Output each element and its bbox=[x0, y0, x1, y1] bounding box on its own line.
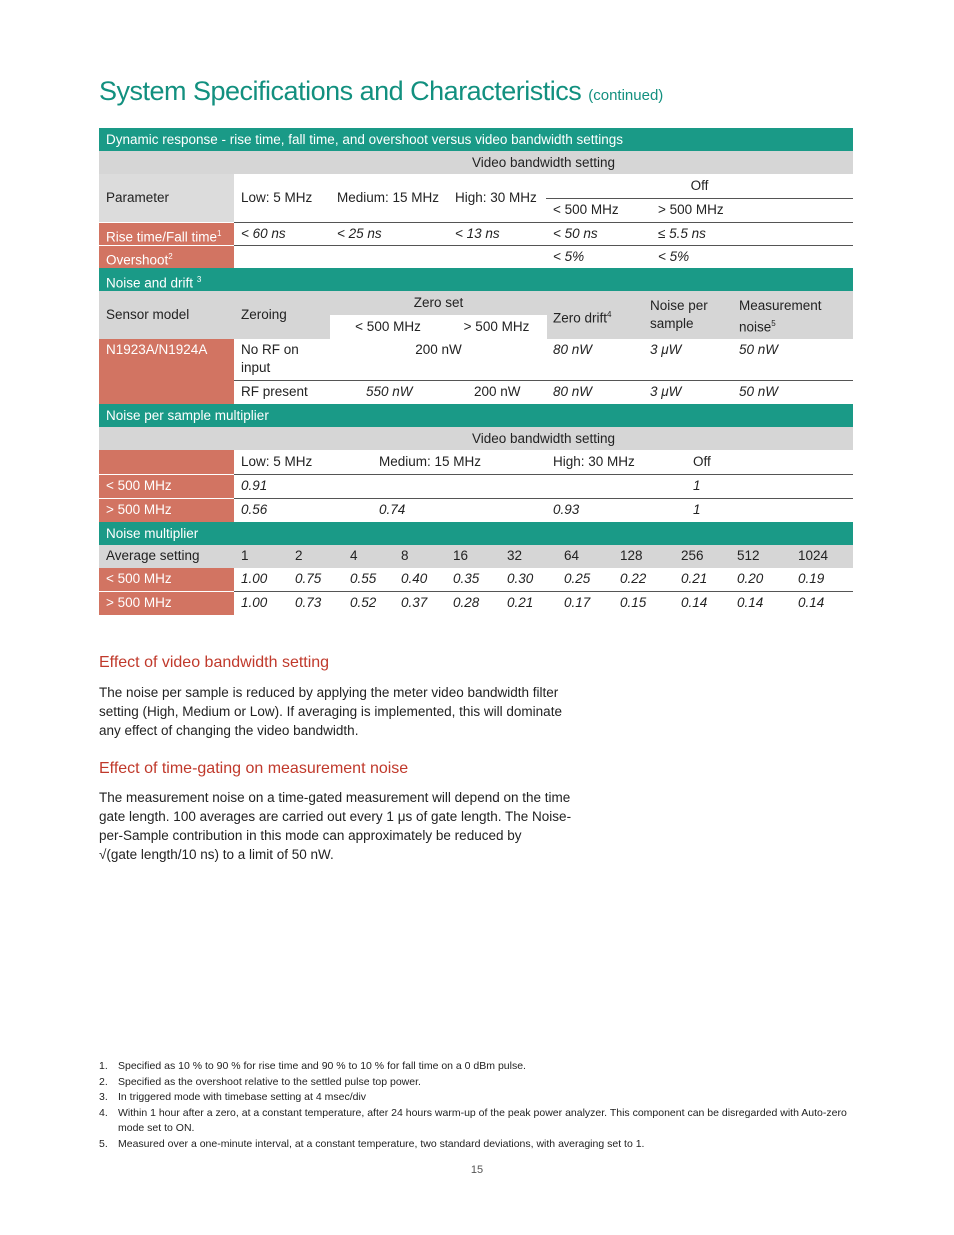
noise-mult-value: 0.37 bbox=[401, 595, 428, 610]
nps-medium-label: Medium: 15 MHz bbox=[379, 454, 482, 469]
vbw-high-label: High: 30 MHz bbox=[455, 190, 537, 205]
nps-row-gt500 bbox=[99, 499, 853, 522]
nps-off-label: Off bbox=[693, 454, 711, 469]
nps-empty-label bbox=[99, 450, 234, 474]
gating-section-text bbox=[99, 788, 589, 864]
average-setting-value: 32 bbox=[507, 548, 523, 563]
parameter-label: Parameter bbox=[99, 174, 234, 222]
noise-mult-value: 0.75 bbox=[295, 571, 322, 586]
nps-lt500-off: 1 bbox=[693, 478, 701, 493]
noise-mult-row-gt500 bbox=[99, 592, 853, 615]
average-setting-row bbox=[99, 545, 853, 568]
gating-line: The measurement noise on a time-gated measurement will depend on the time bbox=[99, 790, 571, 805]
zero-drift-no-rf: 80 nW bbox=[553, 342, 593, 357]
off-lt500-label: < 500 MHz bbox=[553, 202, 619, 217]
title-continued: (continued) bbox=[588, 87, 664, 104]
zero-set-rf-gt500: 200 nW bbox=[474, 384, 521, 399]
noise-mult-value: 0.19 bbox=[798, 571, 825, 586]
noise-mult-value: 0.14 bbox=[681, 595, 708, 610]
average-setting-value: 256 bbox=[681, 548, 704, 563]
noise-mult-lt500-label: < 500 MHz bbox=[99, 568, 234, 591]
noise-mult-value: 0.35 bbox=[453, 571, 480, 586]
noise-mult-value: 0.28 bbox=[453, 595, 480, 610]
off-gt500-label: > 500 MHz bbox=[658, 202, 724, 217]
footnote-1: 1. Specified as 10 % to 90 % for rise time and 90 % to 10 % for fall time on a 0 dBm pulse. bbox=[99, 1060, 526, 1072]
measurement-noise-label: Measurement noise$^5$ bbox=[739, 298, 822, 335]
overshoot-label: Overshoot$^2$ bbox=[99, 246, 234, 268]
rise-time-label: Rise time/Fall time$^1$ bbox=[99, 223, 234, 245]
nps-multiplier-header bbox=[99, 404, 853, 427]
noise-drift-title: Noise and drift $^3$ bbox=[106, 275, 202, 291]
noise-mult-value: 0.21 bbox=[681, 571, 708, 586]
noise-mult-value: 0.55 bbox=[350, 571, 377, 586]
noise-drift-row-1 bbox=[99, 339, 853, 381]
gating-line: per-Sample contribution in this mode can approximately be reduced by bbox=[99, 828, 522, 843]
zero-drift-rf: 80 nW bbox=[553, 384, 593, 399]
nps-multiplier-title: Noise per sample multiplier bbox=[106, 408, 269, 423]
parameter-row bbox=[99, 174, 853, 222]
nps-low-label: Low: 5 MHz bbox=[241, 454, 313, 469]
gating-line: gate length. 100 averages are carried out every 1 μs of gate length. The Noise- bbox=[99, 809, 572, 824]
footnote-2: 2. Specified as the overshoot relative to the settled pulse top power. bbox=[99, 1075, 421, 1088]
rise-low: < 60 ns bbox=[241, 226, 286, 241]
nps-gt500-label: > 500 MHz bbox=[99, 499, 234, 522]
noise-drift-header-row bbox=[99, 291, 853, 339]
noise-mult-row-lt500 bbox=[99, 568, 853, 591]
average-setting-value: 2 bbox=[295, 548, 303, 563]
noise-mult-value: 0.22 bbox=[620, 571, 647, 586]
vbw-off-label: Off bbox=[690, 178, 709, 193]
zero-set-lt500-label: < 500 MHz bbox=[355, 319, 421, 334]
nps-row-lt500 bbox=[99, 475, 853, 498]
zeroing-rf-present: RF present bbox=[241, 384, 308, 399]
zero-set-no-rf: 200 nW bbox=[415, 342, 462, 357]
vbw-line: setting (High, Medium or Low). If averaging is implemented, this will dominate bbox=[99, 704, 562, 719]
nps-rf: 3 μW bbox=[650, 384, 682, 399]
overshoot-row bbox=[99, 246, 853, 268]
average-setting-label: Average setting bbox=[106, 548, 200, 563]
average-setting-value: 512 bbox=[737, 548, 760, 563]
gating-section-heading: Effect of time-gating on measurement noise bbox=[99, 760, 409, 777]
nps-no-rf: 3 μW bbox=[650, 342, 682, 357]
average-setting-value: 1 bbox=[241, 548, 249, 563]
noise-drift-row-2 bbox=[99, 381, 853, 404]
nps-lt500-label: < 500 MHz bbox=[99, 475, 234, 498]
noise-mult-value: 0.21 bbox=[507, 595, 534, 610]
dynamic-response-header bbox=[99, 128, 853, 151]
nps-lt500-low: 0.91 bbox=[241, 478, 268, 493]
average-setting-value: 1024 bbox=[798, 548, 829, 563]
noise-mult-value: 1.00 bbox=[241, 595, 268, 610]
noise-mult-value: 0.25 bbox=[564, 571, 591, 586]
noise-mult-value: 0.52 bbox=[350, 595, 377, 610]
noise-per-sample-label: Noise per sample bbox=[650, 298, 708, 331]
meas-noise-rf: 50 nW bbox=[739, 384, 779, 399]
average-setting-value: 16 bbox=[453, 548, 469, 563]
nps-gt500-off: 1 bbox=[693, 502, 701, 517]
noise-mult-value: 0.30 bbox=[507, 571, 534, 586]
noise-multiplier-title: Noise multiplier bbox=[106, 526, 199, 541]
vbw-medium-label: Medium: 15 MHz bbox=[337, 190, 440, 205]
noise-mult-value: 0.20 bbox=[737, 571, 764, 586]
overshoot-off-lt500: < 5% bbox=[553, 249, 585, 264]
rise-off-gt500: ≤ 5.5 ns bbox=[658, 226, 706, 241]
rise-off-lt500: < 50 ns bbox=[553, 226, 598, 241]
sensor-model-cont bbox=[99, 381, 234, 404]
rise-high: < 13 ns bbox=[455, 226, 500, 241]
rise-time-row bbox=[99, 223, 853, 245]
gating-line: √(gate length/10 ns) to a limit of 50 nW. bbox=[99, 847, 334, 862]
rise-medium: < 25 ns bbox=[337, 226, 382, 241]
footnote-4: 4. Within 1 hour after a zero, at a constant temperature, after 24 hours warm-up of the peak power analyzer. This component can be disregarded with Auto-zero mode set to ON. bbox=[99, 1106, 847, 1134]
noise-mult-gt500-label: > 500 MHz bbox=[99, 592, 234, 615]
vbw-low-label: Low: 5 MHz bbox=[241, 190, 313, 205]
footnote-3: 3. In triggered mode with timebase setting at 4 msec/div bbox=[99, 1091, 367, 1103]
footnotes bbox=[99, 1059, 859, 1152]
noise-mult-value: 0.40 bbox=[401, 571, 428, 586]
average-setting-value: 128 bbox=[620, 548, 643, 563]
nps-high-label: High: 30 MHz bbox=[553, 454, 635, 469]
noise-mult-value: 0.15 bbox=[620, 595, 647, 610]
zeroing-label: Zeroing bbox=[241, 307, 287, 322]
noise-drift-header bbox=[99, 268, 853, 291]
sensor-model-label: Sensor model bbox=[106, 307, 190, 322]
meas-noise-no-rf: 50 nW bbox=[739, 342, 779, 357]
nps-vbw-header: Video bandwidth setting bbox=[471, 431, 616, 446]
footnote-5: 5. Measured over a one-minute interval, at a constant temperature, two standard deviations, with averaging set to 1. bbox=[99, 1137, 645, 1150]
noise-mult-value: 0.14 bbox=[737, 595, 764, 610]
nps-gt500-medium: 0.74 bbox=[379, 502, 406, 517]
sensor-model-value: N1923A/N1924A bbox=[99, 339, 234, 381]
dynamic-response-title: Dynamic response - rise time, fall time, and overshoot versus video bandwidth settings bbox=[106, 132, 623, 147]
zero-set-label: Zero set bbox=[413, 295, 464, 310]
zero-set-gt500-label: > 500 MHz bbox=[463, 319, 530, 334]
zeroing-no-rf: No RF on input bbox=[241, 342, 299, 375]
noise-multiplier-header bbox=[99, 522, 853, 545]
page-number: 15 bbox=[470, 1164, 484, 1176]
nps-vbw-header-row bbox=[99, 427, 853, 450]
nps-bandwidth-row bbox=[99, 450, 853, 474]
average-setting-value: 64 bbox=[564, 548, 580, 563]
average-setting-value: 4 bbox=[350, 548, 358, 563]
vbw-header: Video bandwidth setting bbox=[471, 155, 616, 170]
vbw-line: The noise per sample is reduced by applying the meter video bandwidth filter bbox=[99, 685, 559, 700]
noise-mult-value: 0.14 bbox=[798, 595, 825, 610]
nps-gt500-high: 0.93 bbox=[553, 502, 580, 517]
average-setting-value: 8 bbox=[401, 548, 409, 563]
noise-mult-value: 1.00 bbox=[241, 571, 268, 586]
zero-drift-label: Zero drift$^4$ bbox=[553, 310, 612, 326]
vbw-section-text bbox=[99, 683, 589, 740]
noise-mult-value: 0.73 bbox=[295, 595, 322, 610]
page-title bbox=[99, 76, 663, 107]
vbw-header-row bbox=[99, 151, 853, 174]
title-text: System Specifications and Characteristics bbox=[99, 76, 582, 106]
vbw-line: any effect of changing the video bandwidth. bbox=[99, 723, 359, 738]
nps-gt500-low: 0.56 bbox=[241, 502, 268, 517]
noise-mult-value: 0.17 bbox=[564, 595, 591, 610]
vbw-section-heading: Effect of video bandwidth setting bbox=[99, 654, 330, 671]
overshoot-off-gt500: < 5% bbox=[658, 249, 690, 264]
zero-set-rf-lt500: 550 nW bbox=[366, 384, 413, 399]
